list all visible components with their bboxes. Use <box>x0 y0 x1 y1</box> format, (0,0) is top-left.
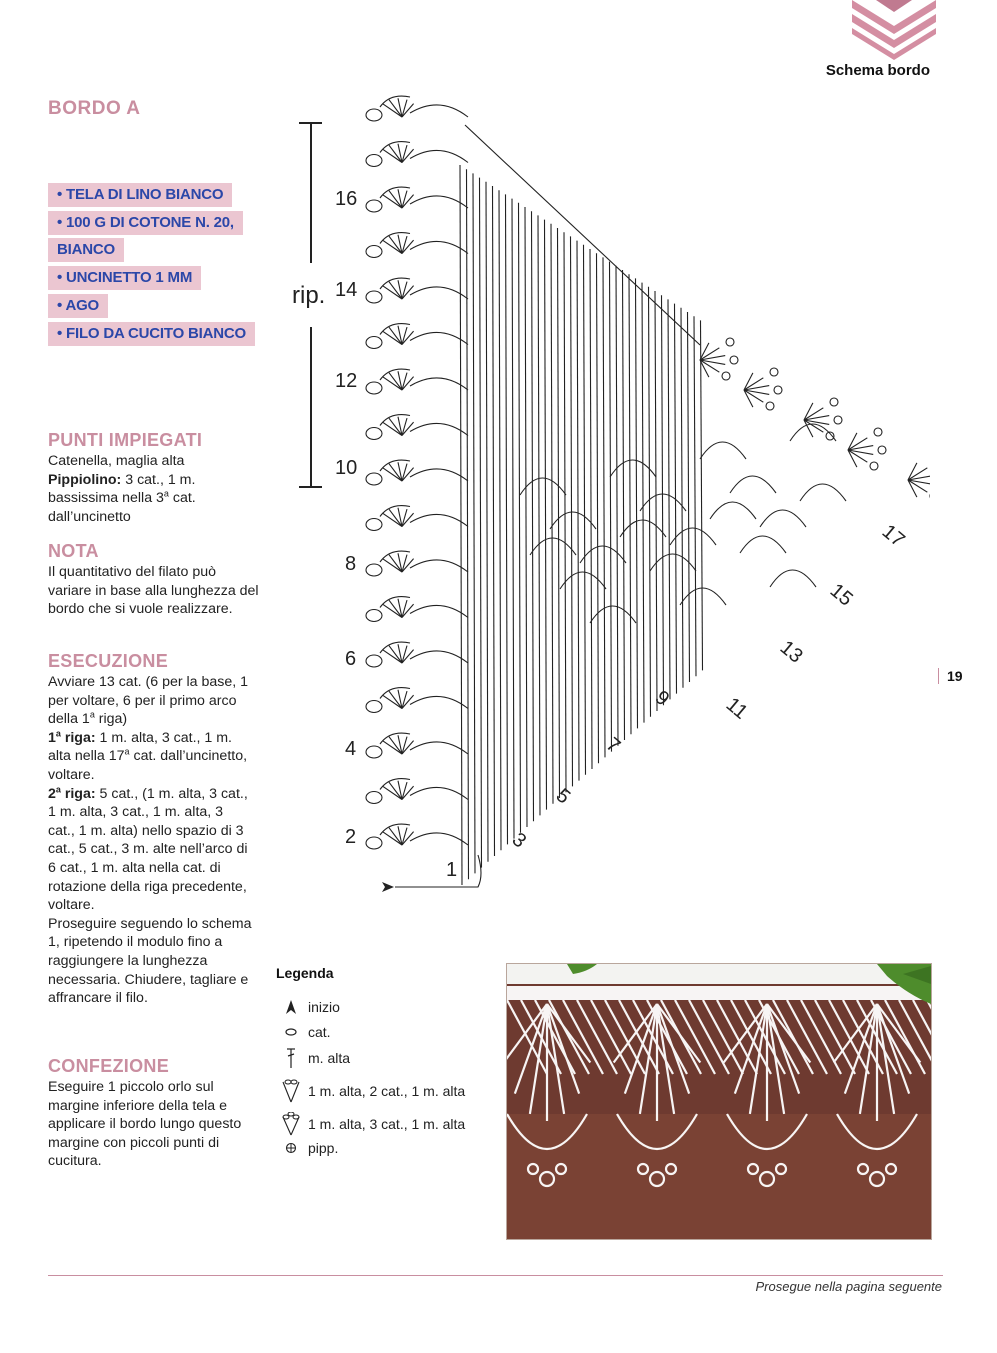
legend-item <box>278 1047 350 1069</box>
continue-note: Prosegue nella pagina seguente <box>755 1279 942 1294</box>
legend-label: cat. <box>308 1024 331 1040</box>
confezione-text: Eseguire 1 piccolo orlo sul margine inferiore della tela e applicare il bordo lungo questo margine con piccoli punti di cucitura. <box>48 1079 242 1170</box>
lace-photo <box>506 963 932 1240</box>
row-number: 8 <box>345 553 357 575</box>
footer-rule <box>48 1275 943 1276</box>
material-item: • 100 G DI COTONE N. 20, <box>48 211 243 235</box>
row-number: 5 <box>551 784 575 809</box>
start-arrow-icon <box>382 882 394 892</box>
material-item: BIANCO <box>48 238 124 262</box>
esecuzione-text: Avviare 13 cat. (6 per la base, 1 per voltare, 6 per il primo arco della 1$^a$ riga) 1$^a$ riga: 1 m. alta, 3 cat., 1 m. alta nella 17$^a$ cat. dall’uncinetto, voltare. 2$^a$ riga: 5 cat., (1 m. alta, 3 cat., 1 m. alta, 3 cat., 1 m. alta, 3 cat., 1 m. alta) nello spazio di 3 cat., 5 cat., 3 m. alte nell’arco di 6 cat., 1 m. alta nella cat. di rotazione della riga precedente, voltare. Proseguire seguendo lo schema 1, ripetendo il modulo fino a raggiungere la lunghezza necessaria. Chiudere, tagliare e affrancare il filo. <box>48 674 252 1007</box>
legend-title: Legenda <box>276 965 334 981</box>
legend-item <box>278 1021 331 1043</box>
nota-heading: NOTA <box>48 541 99 561</box>
row-number: 6 <box>345 648 357 670</box>
punti-heading: PUNTI IMPIEGATI <box>48 430 203 450</box>
row-number: 7 <box>601 733 625 758</box>
esecuzione-heading: ESECUZIONE <box>48 651 169 671</box>
material-item: • TELA DI LINO BIANCO <box>48 183 232 207</box>
row-number: 9 <box>650 686 674 711</box>
start-arrow-icon <box>278 996 304 1018</box>
chevron-ornament-icon <box>848 0 940 60</box>
row-number: 3 <box>507 828 531 853</box>
material-item: • FILO DA CUCITO BIANCO <box>48 322 255 346</box>
row-number: 1 <box>446 859 458 881</box>
page-title: BORDO A <box>48 98 141 119</box>
row-number: 2 <box>345 826 357 848</box>
v-stitch-3ch-icon <box>278 1113 304 1135</box>
repeat-label: rip. <box>292 282 326 309</box>
legend-item <box>278 1113 465 1135</box>
section-label: Schema bordo <box>825 62 930 79</box>
legend-label: 1 m. alta, 2 cat., 1 m. alta <box>308 1083 466 1099</box>
legend-label: inizio <box>308 999 340 1015</box>
treble-icon <box>278 1047 304 1069</box>
row-number: 10 <box>335 457 358 479</box>
legend-item <box>278 996 340 1018</box>
row-number: 15 <box>825 579 857 611</box>
v-stitch-2ch-icon <box>278 1080 304 1102</box>
legend-item <box>278 1080 465 1102</box>
material-item: • AGO <box>48 294 108 318</box>
legend-label: pipp. <box>308 1140 339 1156</box>
confezione-heading: CONFEZIONE <box>48 1056 170 1076</box>
row-number: 12 <box>335 370 358 392</box>
nota-text: Il quantitativo del filato può variare in base alla lunghezza del bordo che si vuole realizzare. <box>48 564 259 618</box>
picot-icon <box>278 1137 304 1159</box>
legend-label: m. alta <box>308 1050 351 1066</box>
punti-text: Catenella, maglia alta Pippiolino: 3 cat., 1 m. bassissima nella 3$^a$ cat. dall’uncinetto <box>48 453 196 525</box>
row-number: 17 <box>877 520 909 552</box>
legend-label: 1 m. alta, 3 cat., 1 m. alta <box>308 1116 466 1132</box>
row-number: 13 <box>775 636 807 668</box>
page-number: 19 <box>938 668 963 684</box>
row-number: 14 <box>335 279 358 301</box>
chain-icon <box>278 1021 304 1043</box>
material-item: • UNCINETTO 1 MM <box>48 266 201 290</box>
row-number: 4 <box>345 738 357 760</box>
row-number: 16 <box>335 188 358 210</box>
crochet-diagram <box>270 95 930 905</box>
legend-item <box>278 1137 338 1159</box>
row-number: 11 <box>721 693 752 724</box>
